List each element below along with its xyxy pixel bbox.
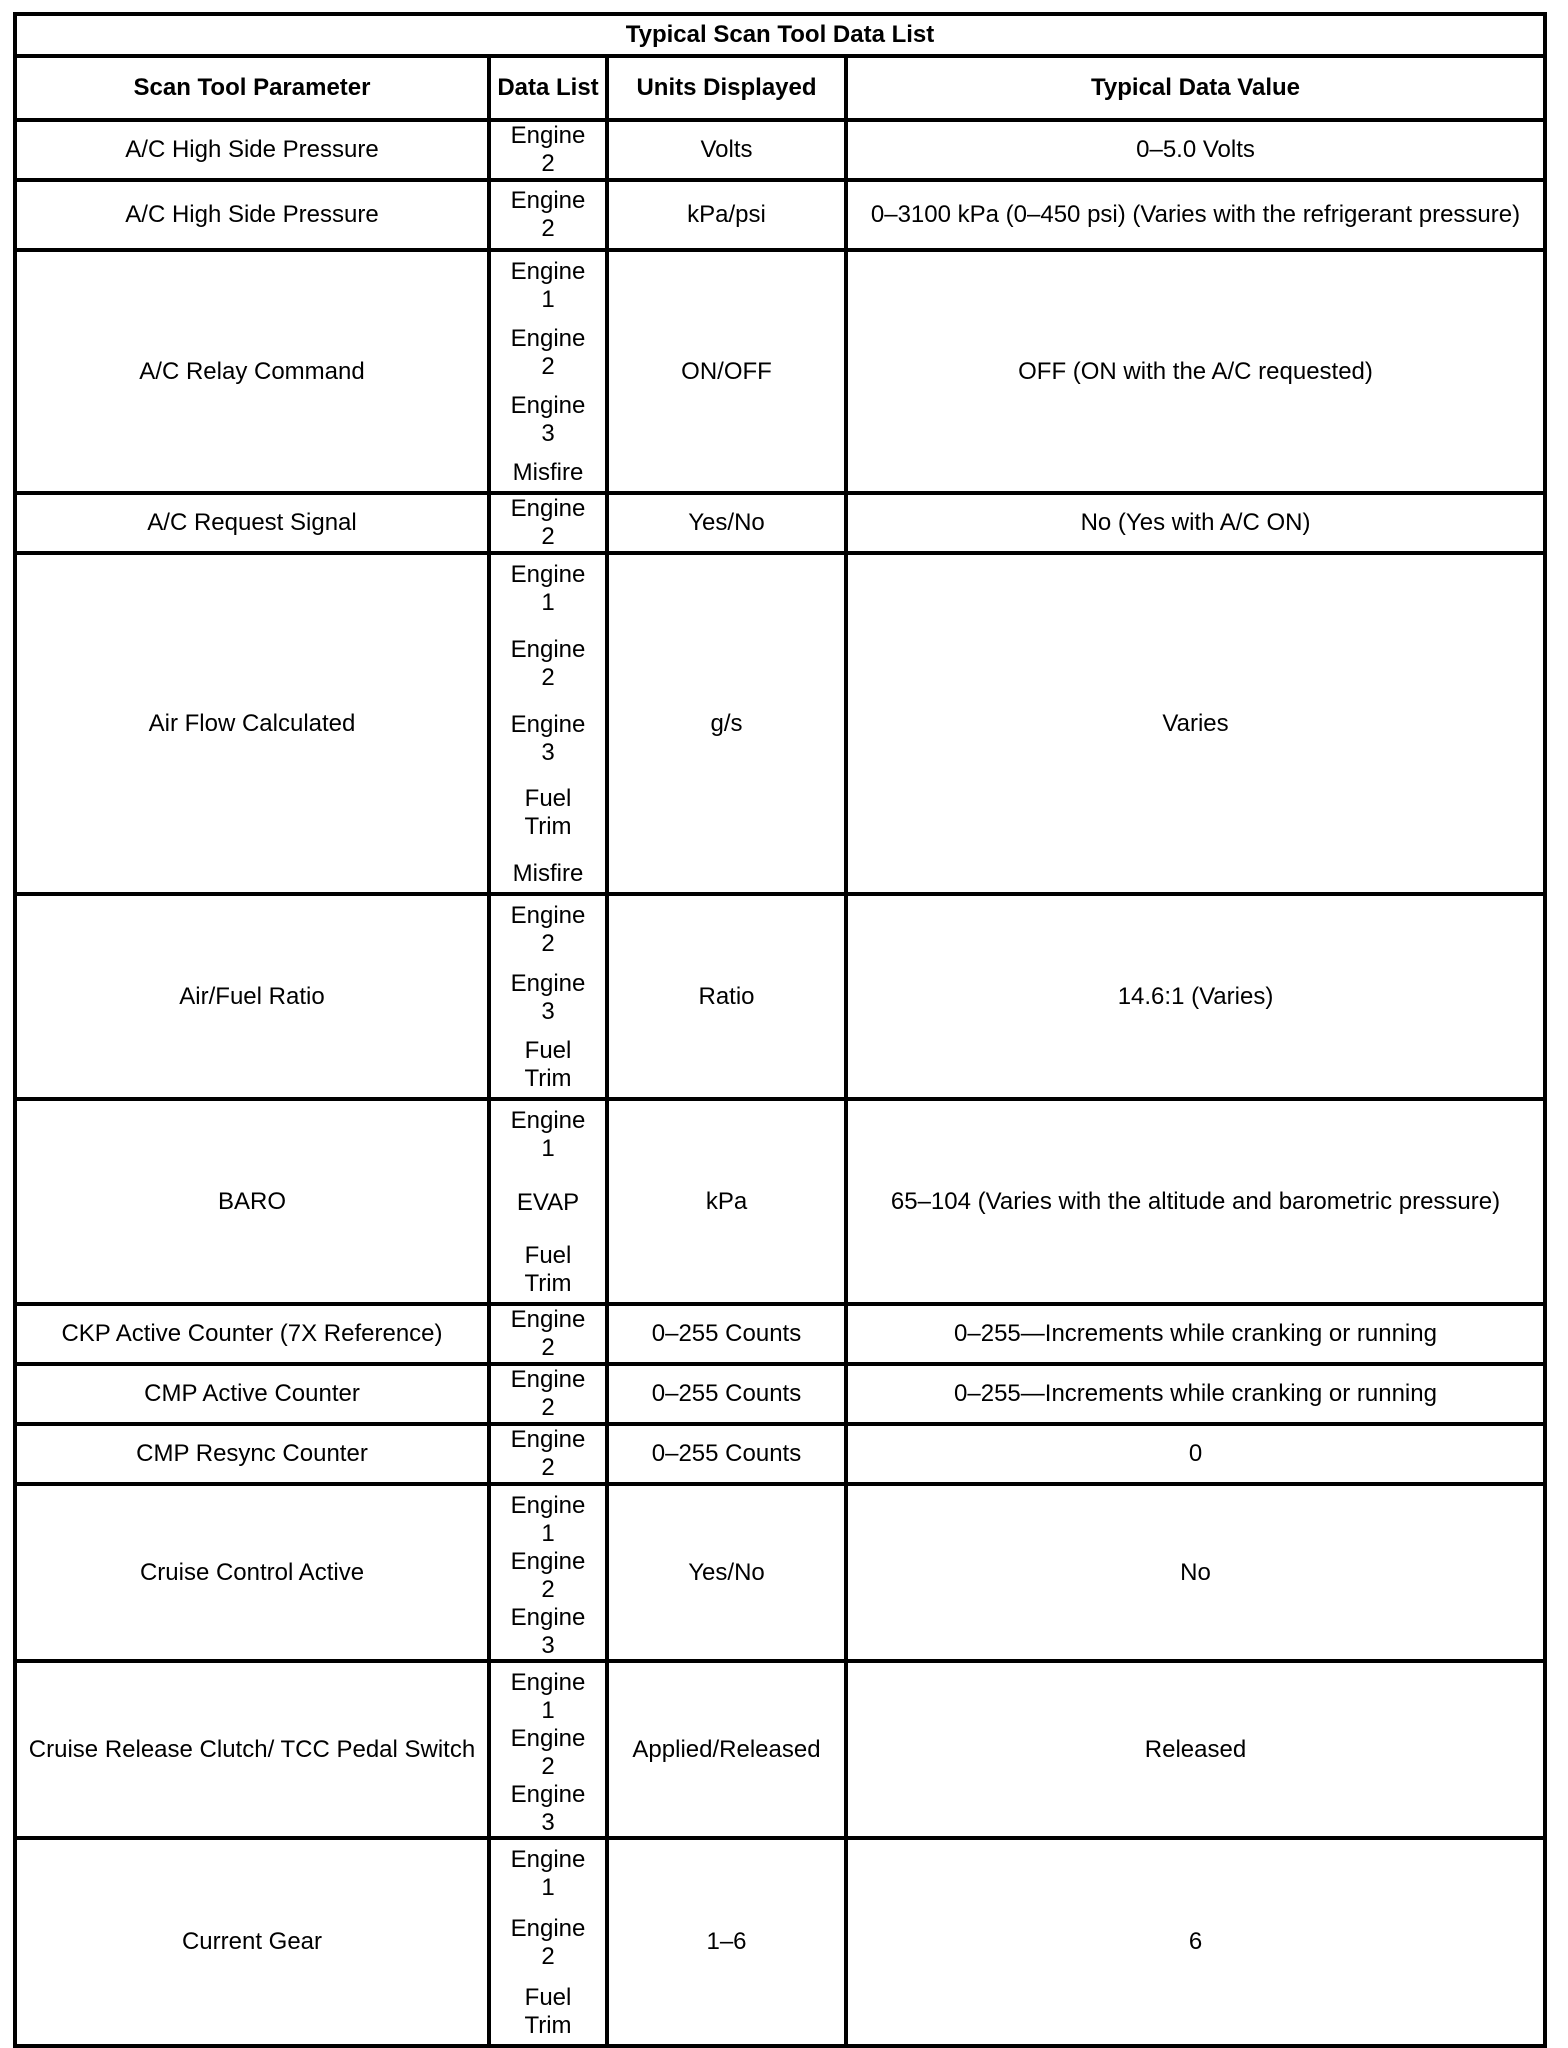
cell-parameter: Cruise Control Active xyxy=(15,1484,489,1661)
cell-units: 0–255 Counts xyxy=(607,1364,846,1424)
cell-typical-value: 0–3100 kPa (0–450 psi) (Varies with the refrigerant pressure) xyxy=(846,180,1545,250)
header-parameter: Scan Tool Parameter xyxy=(15,56,489,120)
cell-units: 1–6 xyxy=(607,1838,846,2046)
table-row xyxy=(15,1661,1545,1838)
table-row xyxy=(15,493,1545,553)
table-body xyxy=(15,120,1545,2046)
cell-data-list xyxy=(489,1099,607,1304)
cell-parameter: A/C High Side Pressure xyxy=(15,120,489,180)
cell-data-list xyxy=(489,250,607,493)
data-list-item: Misfire xyxy=(512,860,584,887)
cell-data-list xyxy=(489,553,607,894)
cell-units: Ratio xyxy=(607,894,846,1099)
data-list-group xyxy=(501,1426,595,1482)
cell-data-list xyxy=(489,1424,607,1484)
data-list-item: Engine 2 xyxy=(510,902,586,957)
cell-typical-value: No xyxy=(846,1484,1545,1661)
cell-units: Volts xyxy=(607,120,846,180)
cell-units: g/s xyxy=(607,553,846,894)
table-title: Typical Scan Tool Data List xyxy=(15,14,1545,56)
data-list-item: Engine 1 xyxy=(510,1107,586,1162)
cell-parameter: Cruise Release Clutch/ TCC Pedal Switch xyxy=(15,1661,489,1838)
cell-typical-value: Varies xyxy=(846,553,1545,894)
data-list-group xyxy=(501,1488,595,1657)
data-list-group xyxy=(501,898,595,1095)
data-list-item: Engine 2 xyxy=(510,1725,586,1780)
cell-typical-value: Released xyxy=(846,1661,1545,1838)
cell-units: 0–255 Counts xyxy=(607,1304,846,1364)
cell-units: Applied/Released xyxy=(607,1661,846,1838)
data-list-item: Engine 1 xyxy=(510,258,586,313)
cell-units: ON/OFF xyxy=(607,250,846,493)
data-list-item: Engine 3 xyxy=(510,392,586,447)
data-list-item: Engine 3 xyxy=(510,1781,586,1836)
data-list-item: Engine 2 xyxy=(510,1915,586,1970)
data-list-item: Engine 2 xyxy=(510,495,586,550)
cell-typical-value: 0–255—Increments while cranking or running xyxy=(846,1364,1545,1424)
cell-data-list xyxy=(489,180,607,250)
data-list-item: Engine 2 xyxy=(510,122,586,177)
data-list-group xyxy=(501,1366,595,1422)
data-list-item: EVAP xyxy=(516,1188,580,1216)
data-list-item: Engine 1 xyxy=(510,1846,586,1901)
cell-typical-value: 0–5.0 Volts xyxy=(846,120,1545,180)
cell-units: kPa xyxy=(607,1099,846,1304)
header-units: Units Displayed xyxy=(607,56,846,120)
cell-data-list xyxy=(489,1364,607,1424)
cell-parameter: Air/Fuel Ratio xyxy=(15,894,489,1099)
data-list-group xyxy=(501,187,595,243)
cell-data-list xyxy=(489,1484,607,1661)
data-list-group xyxy=(501,1842,595,2042)
cell-data-list xyxy=(489,1304,607,1364)
data-list-item: Misfire xyxy=(512,459,584,486)
data-list-item: Engine 2 xyxy=(510,325,586,380)
cell-data-list xyxy=(489,120,607,180)
header-data-list: Data List xyxy=(489,56,607,120)
data-list-item: Engine 1 xyxy=(510,1669,586,1724)
cell-parameter: A/C Relay Command xyxy=(15,250,489,493)
data-list-group xyxy=(501,495,595,551)
data-list-item: Fuel Trim xyxy=(524,1984,572,2039)
table-row xyxy=(15,1424,1545,1484)
table-row xyxy=(15,1484,1545,1661)
cell-data-list xyxy=(489,493,607,553)
table-row xyxy=(15,1099,1545,1304)
data-list-group xyxy=(501,1665,595,1834)
data-list-group xyxy=(501,1103,595,1300)
cell-typical-value: 14.6:1 (Varies) xyxy=(846,894,1545,1099)
table-row xyxy=(15,250,1545,493)
data-list-group xyxy=(501,254,595,489)
cell-parameter: BARO xyxy=(15,1099,489,1304)
data-list-group xyxy=(501,122,595,178)
cell-parameter: CKP Active Counter (7X Reference) xyxy=(15,1304,489,1364)
cell-typical-value: OFF (ON with the A/C requested) xyxy=(846,250,1545,493)
data-list-item: Fuel Trim xyxy=(524,1242,572,1297)
data-list-item: Fuel Trim xyxy=(524,785,572,841)
table-header-row xyxy=(15,56,1545,120)
cell-typical-value: No (Yes with A/C ON) xyxy=(846,493,1545,553)
table-row xyxy=(15,1304,1545,1364)
table-row xyxy=(15,120,1545,180)
cell-parameter: A/C High Side Pressure xyxy=(15,180,489,250)
data-list-item: Engine 2 xyxy=(510,187,586,242)
cell-typical-value: 0–255—Increments while cranking or running xyxy=(846,1304,1545,1364)
data-list-item: Engine 2 xyxy=(510,1366,586,1421)
data-list-item: Engine 1 xyxy=(510,561,586,616)
cell-parameter: Air Flow Calculated xyxy=(15,553,489,894)
data-list-item: Engine 3 xyxy=(510,710,586,766)
cell-typical-value: 6 xyxy=(846,1838,1545,2046)
cell-parameter: Current Gear xyxy=(15,1838,489,2046)
data-list-item: Engine 2 xyxy=(510,1548,586,1603)
data-list-item: Fuel Trim xyxy=(524,1037,572,1092)
cell-data-list xyxy=(489,894,607,1099)
table-title-row xyxy=(15,14,1545,56)
data-list-item: Engine 3 xyxy=(510,1604,586,1659)
data-list-item: Engine 2 xyxy=(510,635,586,691)
cell-units: Yes/No xyxy=(607,1484,846,1661)
table-row xyxy=(15,180,1545,250)
cell-units: kPa/psi xyxy=(607,180,846,250)
cell-parameter: A/C Request Signal xyxy=(15,493,489,553)
table-row xyxy=(15,1838,1545,2046)
cell-units: 0–255 Counts xyxy=(607,1424,846,1484)
data-list-group xyxy=(501,1306,595,1362)
data-list-group xyxy=(501,557,595,890)
table-row xyxy=(15,894,1545,1099)
scan-tool-data-table xyxy=(13,12,1547,2048)
cell-units: Yes/No xyxy=(607,493,846,553)
table-row xyxy=(15,1364,1545,1424)
cell-typical-value: 65–104 (Varies with the altitude and barometric pressure) xyxy=(846,1099,1545,1304)
data-list-item: Engine 3 xyxy=(510,969,586,1025)
cell-data-list xyxy=(489,1661,607,1838)
table-row xyxy=(15,553,1545,894)
cell-data-list xyxy=(489,1838,607,2046)
data-list-item: Engine 2 xyxy=(510,1426,586,1481)
cell-parameter: CMP Active Counter xyxy=(15,1364,489,1424)
header-typical-value: Typical Data Value xyxy=(846,56,1545,120)
data-list-item: Engine 2 xyxy=(510,1306,586,1361)
cell-typical-value: 0 xyxy=(846,1424,1545,1484)
cell-parameter: CMP Resync Counter xyxy=(15,1424,489,1484)
data-list-item: Engine 1 xyxy=(510,1492,586,1547)
